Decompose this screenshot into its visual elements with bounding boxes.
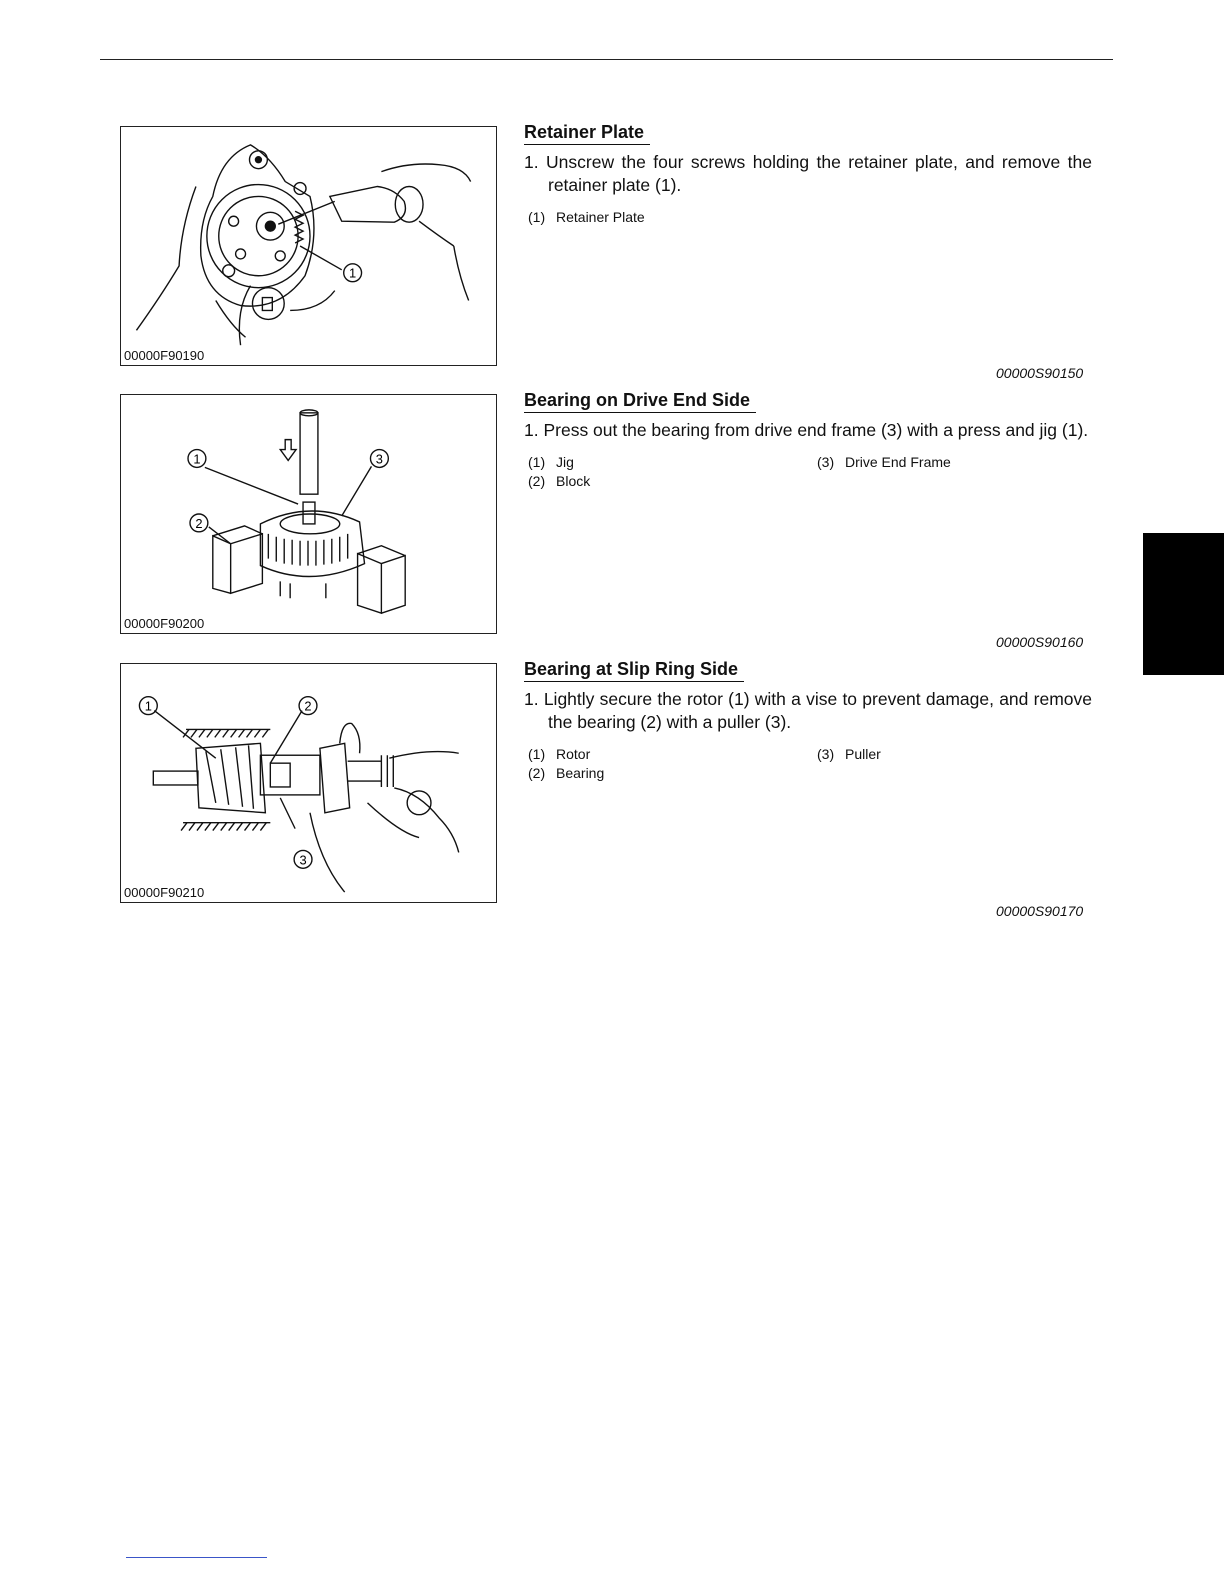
figure-code: 00000F90190 — [124, 348, 207, 363]
doc-code: 00000S90170 — [996, 903, 1084, 919]
callout-3: 3 — [375, 451, 383, 467]
callout-2: 2 — [195, 515, 203, 531]
section-bearing-slip-ring — [524, 659, 1092, 784]
callout-2: 2 — [304, 698, 312, 714]
section-tab-marker — [1143, 533, 1224, 675]
legend — [524, 744, 1092, 784]
section-bearing-drive-end — [524, 390, 1092, 492]
legend-item: (1) Jig — [528, 454, 574, 470]
step-1: 1. Lightly secure the rotor (1) with a vise to prevent damage, and remove the bearing (2) with a puller (3). — [524, 689, 1092, 732]
doc-code: 00000S90150 — [996, 365, 1084, 381]
callout-1: 1 — [144, 698, 152, 714]
section-title: Retainer Plate — [524, 122, 650, 145]
section-title: Bearing on Drive End Side — [524, 390, 756, 413]
legend — [524, 452, 1092, 492]
section-retainer-plate — [524, 122, 1092, 227]
section-title: Bearing at Slip Ring Side — [524, 659, 744, 682]
retainer-plate-illustration — [121, 127, 496, 365]
callout-1: 1 — [349, 265, 357, 281]
step-1: 1. Unscrew the four screws holding the retainer plate, and remove the retainer plate (1). — [524, 152, 1092, 195]
legend-item: (3) Drive End Frame — [817, 454, 951, 470]
legend-item: (2) Bearing — [528, 765, 605, 781]
header-rule — [100, 59, 1113, 60]
figure-bearing-drive-end — [120, 394, 497, 634]
legend — [524, 207, 1092, 227]
figure-retainer-plate — [120, 126, 497, 366]
step-1: 1. Press out the bearing from drive end frame (3) with a press and jig (1). — [524, 420, 1089, 440]
doc-code: 00000S90160 — [996, 634, 1084, 650]
drive-end-press-illustration — [121, 395, 496, 633]
legend-item: (1) Rotor — [528, 746, 591, 762]
callout-3: 3 — [299, 852, 307, 868]
legend-item: (3) Puller — [817, 746, 881, 762]
callout-1: 1 — [193, 451, 201, 467]
figure-code: 00000F90200 — [124, 616, 207, 631]
figure-bearing-slip-ring — [120, 663, 497, 903]
legend-item: (2) Block — [528, 473, 591, 489]
figure-code: 00000F90210 — [124, 885, 207, 900]
legend-item: (1) Retainer Plate — [528, 209, 645, 225]
slip-ring-puller-illustration — [121, 664, 496, 902]
footer-link-rule — [126, 1557, 267, 1558]
